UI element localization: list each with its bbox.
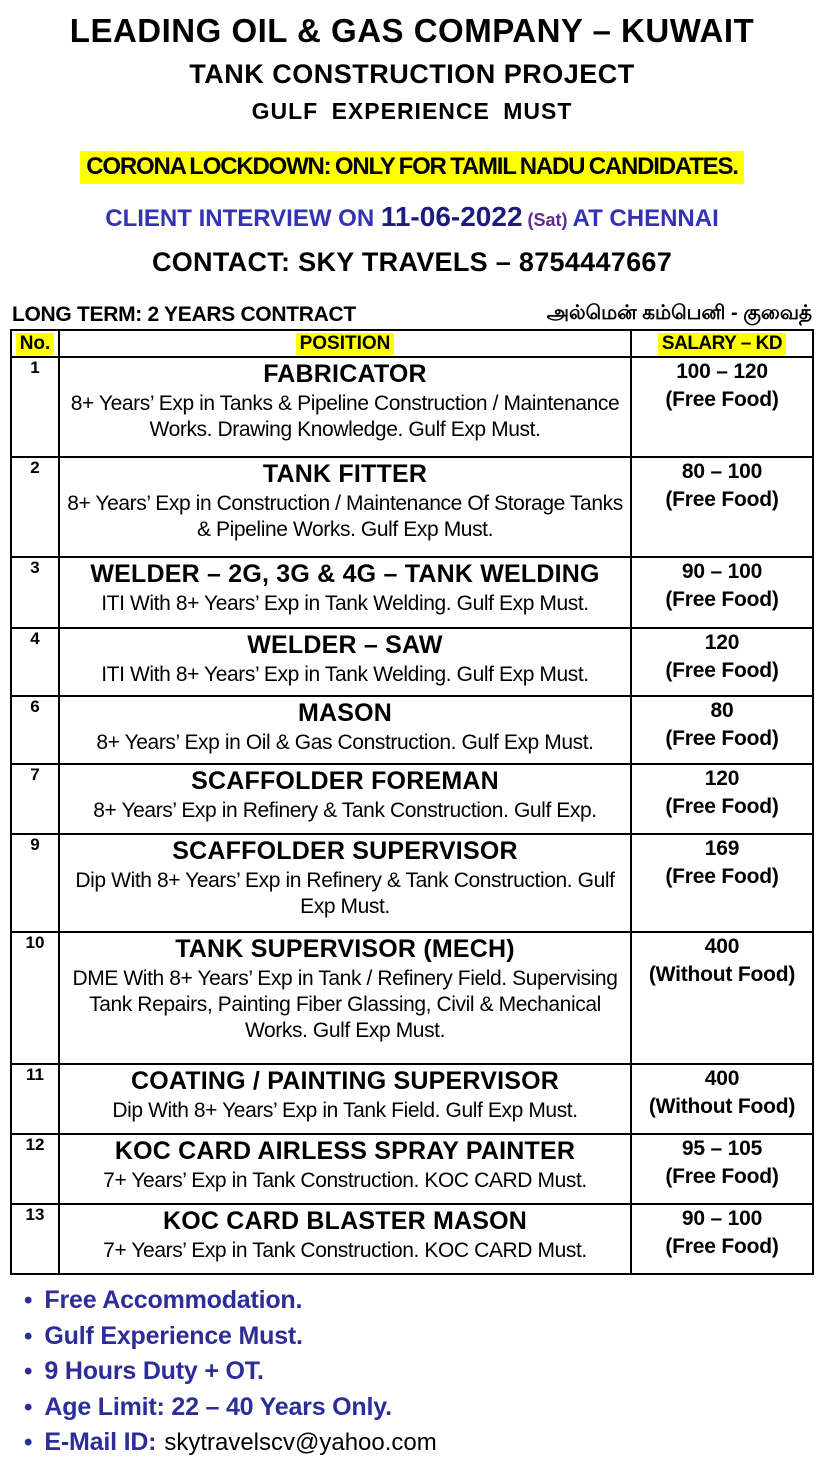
bullet-dot-icon: • bbox=[24, 1358, 33, 1385]
position-title: KOC CARD AIRLESS SPRAY PAINTER bbox=[114, 1137, 576, 1165]
position-description: Dip With 8+ Years’ Exp in Refinery & Tank Construction. Gulf Exp Must. bbox=[75, 868, 615, 918]
lockdown-banner-wrap bbox=[10, 151, 814, 184]
interview-line bbox=[10, 201, 814, 233]
benefit-text: 9 Hours Duty + OT. bbox=[44, 1357, 264, 1385]
list-item bbox=[24, 1358, 814, 1386]
benefit-text: Gulf Experience Must. bbox=[44, 1321, 303, 1350]
salary-amount: 90 – 100 bbox=[681, 1207, 763, 1230]
salary-food: (Free Food) bbox=[665, 658, 779, 682]
page-title: LEADING OIL & GAS COMPANY – KUWAIT bbox=[69, 12, 755, 49]
table-row bbox=[11, 557, 813, 628]
position-title: WELDER – SAW bbox=[247, 631, 443, 659]
salary-cell bbox=[631, 1064, 813, 1134]
table-row bbox=[11, 764, 813, 834]
salary-cell bbox=[631, 357, 813, 457]
position-title: WELDER – 2G, 3G & 4G – TANK WELDING bbox=[90, 560, 600, 588]
bullet-dot-icon: • bbox=[24, 1322, 33, 1350]
position-title: SCAFFOLDER FOREMAN bbox=[191, 767, 499, 795]
position-description: Dip With 8+ Years’ Exp in Tank Field. Gulf Exp Must. bbox=[112, 1098, 578, 1122]
contact-line: CONTACT: SKY TRAVELS – 8754447667 bbox=[151, 247, 673, 277]
salary-amount: 100 – 120 bbox=[676, 360, 768, 383]
position-title: MASON bbox=[297, 699, 393, 727]
position-cell bbox=[59, 1064, 631, 1134]
table-row bbox=[11, 457, 813, 557]
company-name-tamil: அல்மென் கம்பெனி - குவைத் bbox=[546, 302, 812, 324]
row-number: 6 bbox=[11, 696, 59, 764]
position-title: COATING / PAINTING SUPERVISOR bbox=[130, 1067, 560, 1095]
salary-cell bbox=[631, 1134, 813, 1204]
row-number: 12 bbox=[11, 1134, 59, 1204]
benefit-text: Free Accommodation. bbox=[44, 1286, 303, 1314]
salary-cell bbox=[631, 1204, 813, 1274]
interview-day: (Sat) bbox=[522, 210, 573, 230]
table-row bbox=[11, 357, 813, 457]
list-item bbox=[24, 1287, 814, 1315]
email-address: skytravelscv@yahoo.com bbox=[164, 1429, 437, 1456]
salary-food: (Free Food) bbox=[665, 1234, 779, 1258]
meta-row bbox=[10, 302, 814, 327]
row-number: 4 bbox=[11, 628, 59, 696]
salary-amount: 169 bbox=[704, 837, 740, 860]
salary-food: (Without Food) bbox=[648, 1094, 796, 1118]
position-description: DME With 8+ Years’ Exp in Tank / Refinery Field. Supervising Tank Repairs, Painting Fiber Glassing, Civil & Mechanical Works. Gulf Exp Must. bbox=[72, 966, 618, 1042]
salary-food: (Free Food) bbox=[665, 1164, 779, 1188]
position-cell bbox=[59, 357, 631, 457]
position-cell bbox=[59, 457, 631, 557]
project-subtitle: TANK CONSTRUCTION PROJECT bbox=[189, 59, 635, 89]
table-row bbox=[11, 1134, 813, 1204]
column-header-salary: SALARY – KD bbox=[631, 330, 813, 357]
position-description: 8+ Years’ Exp in Tanks & Pipeline Construction / Maintenance Works. Drawing Knowledge. Gulf Exp Must. bbox=[70, 391, 620, 441]
row-number: 1 bbox=[11, 357, 59, 457]
interview-location: AT CHENNAI bbox=[572, 205, 719, 232]
position-title: TANK FITTER bbox=[262, 460, 428, 488]
row-number: 2 bbox=[11, 457, 59, 557]
position-cell bbox=[59, 1204, 631, 1274]
salary-food: (Free Food) bbox=[665, 387, 779, 411]
position-cell bbox=[59, 628, 631, 696]
benefit-text: Age Limit: 22 – 40 Years Only. bbox=[44, 1392, 392, 1421]
position-cell bbox=[59, 932, 631, 1064]
salary-amount: 400 bbox=[704, 1067, 740, 1090]
salary-cell bbox=[631, 696, 813, 764]
position-description: 7+ Years’ Exp in Tank Construction. KOC CARD Must. bbox=[103, 1238, 587, 1262]
position-description: ITI With 8+ Years’ Exp in Tank Welding. Gulf Exp Must. bbox=[101, 591, 589, 615]
salary-cell bbox=[631, 764, 813, 834]
column-header-position: POSITION bbox=[59, 330, 631, 357]
list-item-email bbox=[24, 1429, 814, 1457]
salary-amount: 120 bbox=[704, 631, 740, 654]
interview-prefix: CLIENT INTERVIEW ON bbox=[105, 205, 381, 232]
lockdown-banner: CORONA LOCKDOWN: ONLY FOR TAMIL NADU CANDIDATES. bbox=[80, 151, 744, 184]
positions-table bbox=[10, 329, 814, 1275]
position-description: 7+ Years’ Exp in Tank Construction. KOC CARD Must. bbox=[103, 1168, 587, 1192]
row-number: 3 bbox=[11, 557, 59, 628]
row-number: 11 bbox=[11, 1064, 59, 1134]
salary-amount: 400 bbox=[704, 935, 740, 958]
row-number: 7 bbox=[11, 764, 59, 834]
position-cell bbox=[59, 1134, 631, 1204]
position-title: FABRICATOR bbox=[263, 360, 427, 388]
salary-cell bbox=[631, 834, 813, 932]
position-cell bbox=[59, 764, 631, 834]
contract-term: LONG TERM: 2 YEARS CONTRACT bbox=[12, 303, 356, 326]
salary-food: (Free Food) bbox=[665, 487, 779, 511]
table-row bbox=[11, 628, 813, 696]
row-number: 10 bbox=[11, 932, 59, 1064]
column-header-no: No. bbox=[11, 330, 59, 357]
table-row bbox=[11, 932, 813, 1064]
benefits-list bbox=[24, 1287, 814, 1457]
table-row bbox=[11, 834, 813, 932]
table-row bbox=[11, 1204, 813, 1274]
salary-amount: 80 – 100 bbox=[681, 460, 763, 483]
salary-food: (Free Food) bbox=[665, 726, 779, 750]
salary-amount: 80 bbox=[710, 699, 734, 722]
salary-amount: 120 bbox=[704, 767, 740, 790]
table-header-row bbox=[11, 330, 813, 357]
table-row bbox=[11, 696, 813, 764]
position-description: ITI With 8+ Years’ Exp in Tank Welding. Gulf Exp Must. bbox=[101, 662, 589, 686]
position-title: KOC CARD BLASTER MASON bbox=[162, 1207, 528, 1235]
experience-subtitle: GULF EXPERIENCE MUST bbox=[251, 98, 573, 124]
email-label: E-Mail ID: bbox=[44, 1428, 157, 1456]
list-item bbox=[24, 1323, 814, 1351]
salary-food: (Free Food) bbox=[665, 864, 779, 888]
row-number: 13 bbox=[11, 1204, 59, 1274]
position-cell bbox=[59, 696, 631, 764]
salary-food: (Free Food) bbox=[665, 587, 779, 611]
salary-amount: 95 – 105 bbox=[681, 1137, 763, 1160]
row-number: 9 bbox=[11, 834, 59, 932]
salary-food: (Free Food) bbox=[665, 794, 779, 818]
salary-cell bbox=[631, 628, 813, 696]
table-row bbox=[11, 1064, 813, 1134]
position-description: 8+ Years’ Exp in Refinery & Tank Construction. Gulf Exp. bbox=[93, 798, 597, 822]
salary-amount: 90 – 100 bbox=[681, 560, 763, 583]
position-title: SCAFFOLDER SUPERVISOR bbox=[172, 837, 518, 865]
bullet-dot-icon: • bbox=[24, 1287, 33, 1314]
salary-cell bbox=[631, 557, 813, 628]
bullet-dot-icon: • bbox=[24, 1429, 33, 1456]
salary-food: (Without Food) bbox=[648, 962, 796, 986]
salary-cell bbox=[631, 457, 813, 557]
salary-cell bbox=[631, 932, 813, 1064]
position-description: 8+ Years’ Exp in Construction / Maintenance Of Storage Tanks & Pipeline Works. Gulf Exp Must. bbox=[67, 491, 623, 541]
position-description: 8+ Years’ Exp in Oil & Gas Construction. Gulf Exp Must. bbox=[96, 730, 594, 754]
list-item bbox=[24, 1394, 814, 1422]
bullet-dot-icon: • bbox=[24, 1393, 33, 1421]
position-cell bbox=[59, 557, 631, 628]
position-cell bbox=[59, 834, 631, 932]
interview-date: 11-06-2022 bbox=[380, 201, 523, 232]
position-title: TANK SUPERVISOR (MECH) bbox=[175, 935, 515, 963]
